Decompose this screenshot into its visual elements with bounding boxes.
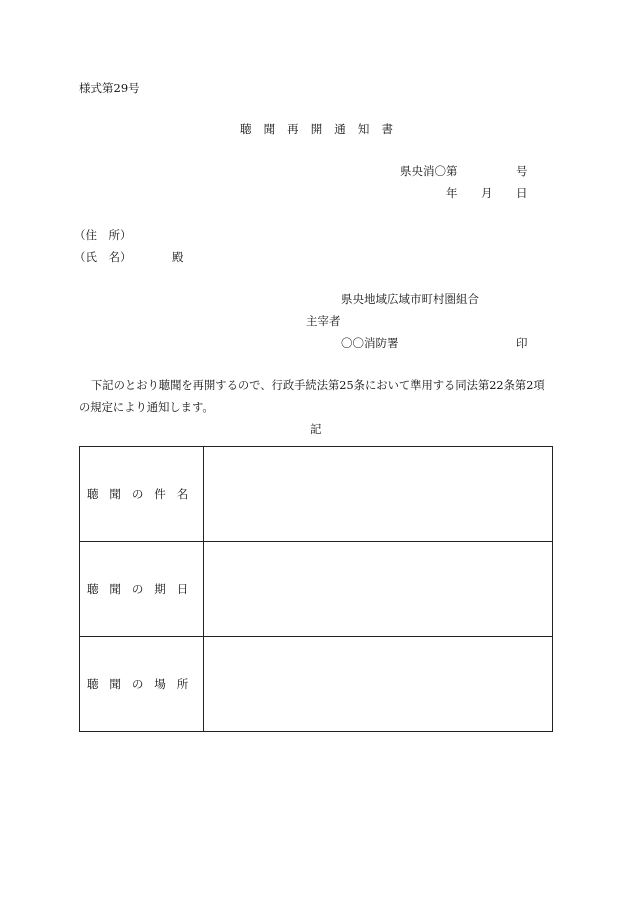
row-label-hearing-date: 聴聞の期日	[80, 542, 204, 637]
address-label: （住 所）	[74, 228, 132, 242]
details-table	[79, 446, 553, 732]
body-text-line1: 下記のとおり聴聞を再開するので、行政手続法第25条において準用する同法第22条第2項	[91, 379, 545, 392]
table-row	[80, 637, 553, 732]
sender-office: 〇〇消防署	[341, 336, 399, 350]
date-month-label: 月	[481, 186, 493, 200]
table-row	[80, 447, 553, 542]
sender-role: 主宰者	[306, 314, 341, 328]
document-number-prefix: 県央消〇第	[400, 164, 458, 178]
table-row	[80, 542, 553, 637]
row-label-case-name: 聴聞の件名	[80, 447, 204, 542]
name-label: （氏 名）	[74, 250, 132, 264]
row-value-hearing-place	[204, 637, 553, 732]
form-number: 様式第29号	[79, 81, 140, 95]
date-day-label: 日	[516, 186, 528, 200]
honorific: 殿	[172, 250, 184, 264]
row-label-hearing-place: 聴聞の場所	[80, 637, 204, 732]
sender-organization: 県央地域広域市町村圏組合	[341, 292, 479, 306]
seal-mark: 印	[516, 336, 528, 350]
document-title: 聴聞再開通知書	[240, 122, 406, 136]
notes-heading: 記	[310, 422, 322, 436]
row-value-case-name	[204, 447, 553, 542]
document-number-suffix: 号	[516, 164, 528, 178]
date-year-label: 年	[446, 186, 458, 200]
row-value-hearing-date	[204, 542, 553, 637]
body-text-line2: の規定により通知します。	[79, 401, 214, 414]
